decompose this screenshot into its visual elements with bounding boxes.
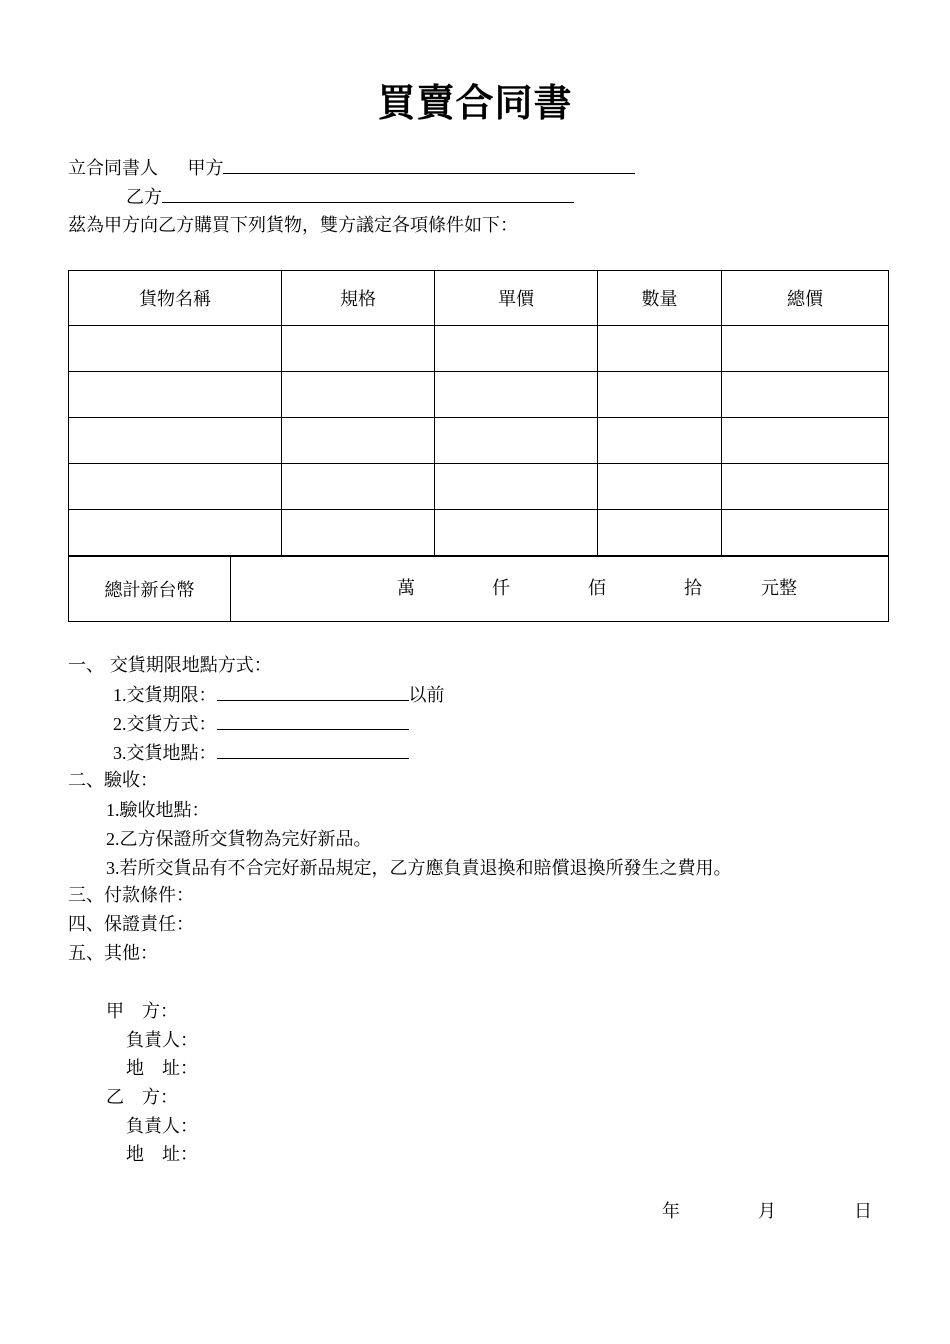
clause-2-heading: 二、驗收： <box>68 770 158 791</box>
clause-3-heading: 三、付款條件： <box>68 885 194 906</box>
clause-number: 2. <box>113 714 127 734</box>
table-cell[interactable] <box>598 510 722 556</box>
clause-5-heading: 五、其他： <box>68 943 158 964</box>
table-cell[interactable] <box>722 510 889 556</box>
clause-number: 3. <box>113 743 127 763</box>
delivery-location-blank[interactable] <box>217 742 409 759</box>
table-cell[interactable] <box>598 464 722 510</box>
table-cell[interactable] <box>435 372 598 418</box>
clause-1-2 <box>113 712 409 737</box>
total-label: 總計新台幣 <box>69 557 231 622</box>
clause-text: 乙方保證所交貨物為完好新品。 <box>119 829 372 850</box>
table-row <box>69 326 889 372</box>
header-spec: 規格 <box>282 271 435 326</box>
table-cell[interactable] <box>598 326 722 372</box>
clause-text: 驗收地點： <box>119 800 210 821</box>
clause-number: 2. <box>106 829 120 849</box>
table-cell[interactable] <box>722 418 889 464</box>
unit-qian: 仟 <box>492 578 510 599</box>
table-cell[interactable] <box>282 418 435 464</box>
table-cell[interactable] <box>722 372 889 418</box>
table-header-row <box>69 271 889 326</box>
page-title: 買賣合同書 <box>377 80 573 125</box>
table-cell[interactable] <box>69 510 282 556</box>
date-year: 年 <box>662 1201 680 1222</box>
clause-suffix: 以前 <box>408 685 445 706</box>
total-table <box>68 556 889 622</box>
unit-yuan: 元整 <box>761 578 797 599</box>
unit-bai: 佰 <box>588 578 606 599</box>
table-cell[interactable] <box>282 510 435 556</box>
clause-number: 1. <box>113 685 127 705</box>
clause-text: 交貨方式： <box>126 714 217 735</box>
delivery-deadline-blank[interactable] <box>217 684 409 701</box>
table-cell[interactable] <box>435 464 598 510</box>
clause-1-1 <box>113 683 445 708</box>
table-cell[interactable] <box>435 326 598 372</box>
delivery-method-blank[interactable] <box>217 713 409 730</box>
table-row <box>69 510 889 556</box>
party-b-label: 乙方 <box>126 187 162 208</box>
table-cell[interactable] <box>69 326 282 372</box>
parties-label: 立合同書人 <box>68 158 158 179</box>
table-cell[interactable] <box>598 372 722 418</box>
header-quantity: 數量 <box>598 271 722 326</box>
clause-1-heading: 一、 交貨期限地點方式： <box>68 655 272 676</box>
party-b-blank[interactable] <box>162 186 574 203</box>
signature-a-person: 負責人： <box>126 1030 198 1051</box>
table-cell[interactable] <box>722 464 889 510</box>
date-day: 日 <box>854 1201 872 1222</box>
date-month: 月 <box>758 1201 776 1222</box>
unit-shi: 拾 <box>684 578 702 599</box>
clause-2-1 <box>106 798 210 823</box>
total-amount-cell[interactable] <box>231 557 889 622</box>
table-cell[interactable] <box>69 464 282 510</box>
header-total-price: 總價 <box>722 271 889 326</box>
signature-a-address: 地 址： <box>126 1058 198 1079</box>
table-row <box>69 464 889 510</box>
table-cell[interactable] <box>69 372 282 418</box>
clause-number: 3. <box>106 858 120 878</box>
clause-4-heading: 四、保證責任： <box>68 914 194 935</box>
clause-2-3 <box>106 856 732 881</box>
clause-text: 若所交貨品有不合完好新品規定，乙方應負責退換和賠償退換所發生之費用。 <box>119 858 732 879</box>
total-row <box>69 557 889 622</box>
party-a-label: 甲方 <box>187 158 224 179</box>
table-cell[interactable] <box>722 326 889 372</box>
table-cell[interactable] <box>282 372 435 418</box>
signature-party-b: 乙 方： <box>106 1087 178 1108</box>
clause-number: 1. <box>106 800 120 820</box>
intro-text: 茲為甲方向乙方購買下列貨物，雙方議定各項條件如下： <box>68 215 518 236</box>
signature-b-address: 地 址： <box>126 1144 198 1165</box>
party-b-line <box>126 186 574 210</box>
table-cell[interactable] <box>435 418 598 464</box>
clause-text: 交貨期限： <box>126 685 217 706</box>
header-goods-name: 貨物名稱 <box>69 271 282 326</box>
table-row <box>69 418 889 464</box>
table-cell[interactable] <box>282 464 435 510</box>
signature-party-a: 甲 方： <box>106 1001 178 1022</box>
goods-table <box>68 270 889 556</box>
header-unit-price: 單價 <box>435 271 598 326</box>
clause-1-3 <box>113 741 409 766</box>
table-cell[interactable] <box>69 418 282 464</box>
unit-wan: 萬 <box>397 578 415 599</box>
party-a-blank[interactable] <box>223 157 635 174</box>
table-cell[interactable] <box>435 510 598 556</box>
clause-2-2 <box>106 827 372 852</box>
table-cell[interactable] <box>598 418 722 464</box>
clause-text: 交貨地點： <box>126 743 217 764</box>
signature-b-person: 負責人： <box>126 1116 198 1137</box>
table-row <box>69 372 889 418</box>
party-a-line <box>68 157 635 181</box>
table-cell[interactable] <box>282 326 435 372</box>
